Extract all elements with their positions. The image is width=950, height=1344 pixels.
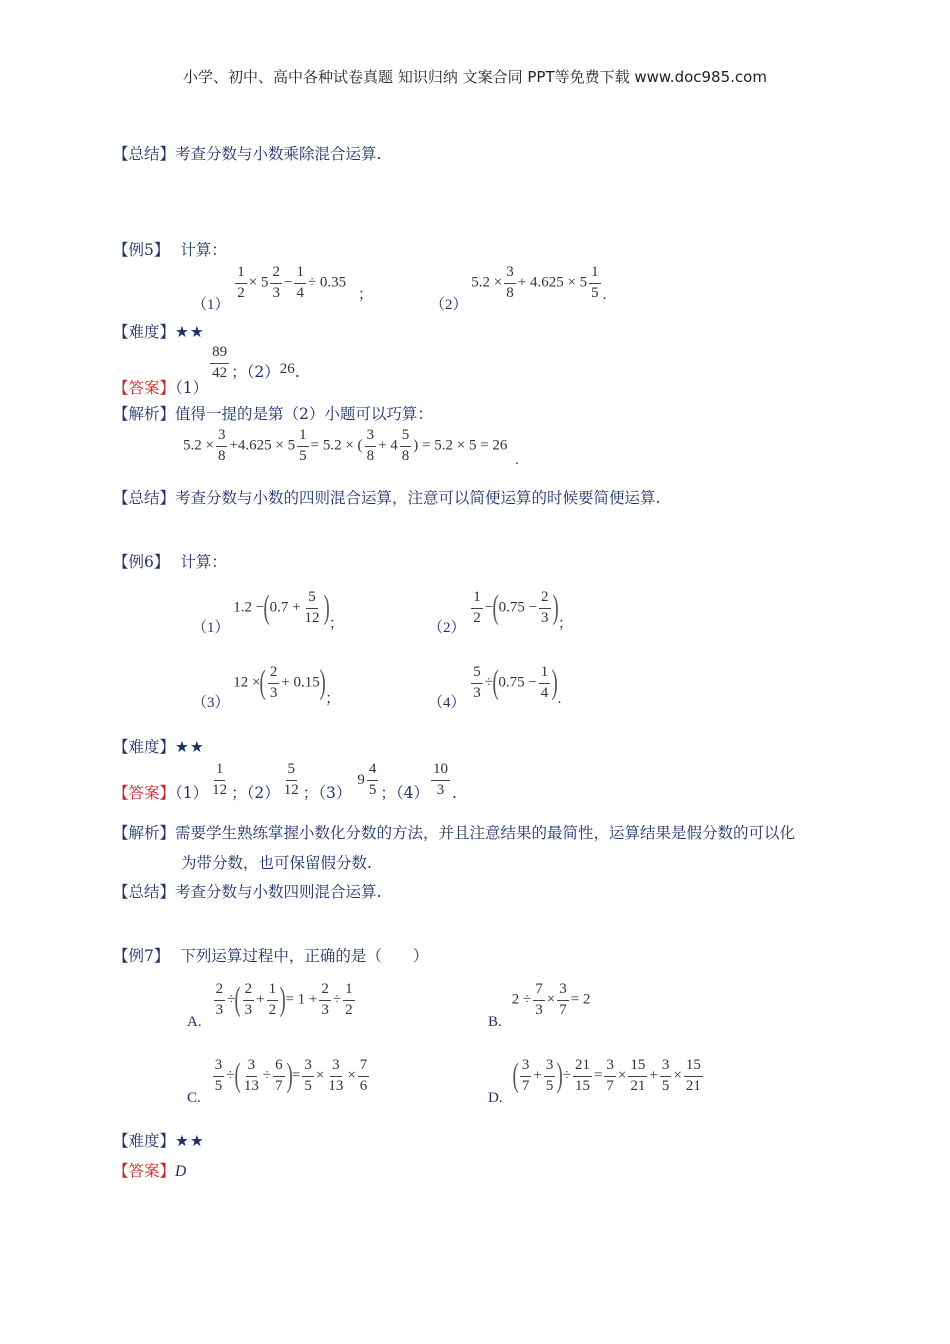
answer-label-3: ；（3） [302, 784, 352, 803]
example-5-summary [113, 486, 660, 508]
answer-end: . [452, 784, 457, 803]
example-7-tag: 【例7】 [113, 947, 170, 965]
example-5-tag: 【例5】 [113, 241, 170, 259]
example-5-problem-1: （1） $\frac{1}{2}$ × 5 $\frac{2}{3}$ − $\frac{1}{4}$ ÷ 0.35 ； [192, 264, 373, 313]
summary-tag: 【总结】 [113, 489, 176, 507]
example-7-prompt: 下列运算过程中，正确的是（ ） [180, 947, 429, 965]
summary-text: 考查分数与小数四则混合运算. [175, 883, 382, 901]
difficulty-stars: ★★ [175, 323, 205, 341]
option-d[interactable]: D.( $\frac{3}{7}$ + $\frac{3}{5}$ )÷ $\frac{21}{15}$ = $\frac{3}{7}$ × $\frac{15}{21}$ + $\frac{3}{5}$ × $\frac{15}{21}$ [488, 1057, 701, 1106]
problem-end: ； [328, 615, 344, 632]
answer-label-1: （1） [175, 784, 209, 803]
example-7-answer [113, 1159, 186, 1181]
analysis-line-2: 为带分数，也可保留假分数. [181, 854, 372, 872]
difficulty-stars: ★★ [175, 738, 205, 756]
example-5-analysis [113, 402, 433, 424]
answer-1-numerator: 1 [214, 762, 226, 781]
problem-label: （3） [192, 694, 230, 711]
problem-label: （1） [192, 296, 230, 313]
example-6-analysis [113, 818, 795, 878]
example-6-heading [113, 550, 227, 572]
example-5-worked-solution: 5.2 × $\frac{3}{8}$ +4.625 × 5 $\frac{1}{5}$ = 5.2 × ( $\frac{3}{8}$ + 4 $\frac{5}{8}$ ) = 5.2 × 5 = 26 . [183, 427, 519, 468]
analysis-tag: 【解析】 [113, 824, 176, 842]
option-d-label: D. [488, 1089, 503, 1106]
option-c-label: C. [187, 1089, 201, 1106]
answer-2: 26 [279, 361, 295, 378]
example-6-problem-2: （2） $\frac{1}{2}$ −(0.75 − $\frac{2}{3}$ )； [428, 589, 573, 636]
summary-tag: 【总结】 [113, 883, 176, 901]
problem-end: ； [557, 615, 573, 632]
analysis-tag: 【解析】 [113, 405, 176, 423]
example-6-tag: 【例6】 [113, 553, 170, 571]
answer-tag: 【答案】 [113, 1162, 176, 1180]
answer-label-2: ；（2） [231, 784, 280, 803]
answer-1-denominator: 42 [212, 364, 228, 381]
option-a[interactable]: A. $\frac{2}{3}$ ÷( $\frac{2}{3}$ + $\frac{1}{2}$ )= 1 + $\frac{2}{3}$ ÷ $\frac{1}{2}$ [187, 981, 353, 1030]
difficulty-stars: ★★ [175, 1132, 205, 1150]
analysis-line-1: 需要学生熟练掌握小数化分数的方法，并且注意结果的最简性，运算结果是假分数的可以化 [175, 824, 796, 842]
answer-4-denominator: 3 [436, 781, 445, 798]
problem-end: ； [325, 690, 341, 707]
page-header: 小学、初中、高中各种试卷真题 知识归纳 文案合同 PPT等免费下载 www.doc985.com [183, 68, 767, 86]
problem-label: （1） [192, 619, 230, 636]
example-5-problem-2: （2） 5.2 × $\frac{3}{8}$ + 4.625 × 5 $\frac{1}{5}$ . [430, 264, 607, 313]
example-5-prompt: 计算： [180, 241, 227, 259]
example-6-problem-4: （4） $\frac{5}{3}$ ÷(0.75 − $\frac{1}{4}$ ). [428, 664, 562, 711]
problem-label: （2） [428, 619, 466, 636]
example-6-problem-1: （1） 1.2 −(0.7 + $\frac{5}{12}$ )； [192, 589, 344, 636]
example-6-answer [113, 761, 457, 803]
problem-end: . [602, 286, 607, 303]
option-c[interactable]: C. $\frac{3}{5}$ ÷( $\frac{3}{13}$ ÷ $\frac{6}{7}$ )= $\frac{3}{5}$ × $\frac{3}{13}$ × $\frac{7}{6}$ [187, 1057, 368, 1106]
analysis-text: 值得一提的是第（2）小题可以巧算： [175, 405, 433, 423]
answer-3-numerator: 4 [367, 762, 379, 781]
difficulty-tag: 【难度】 [113, 323, 176, 341]
answer-2-denominator: 12 [283, 781, 299, 798]
answer-3-whole: 9 [357, 772, 365, 789]
answer-3-denominator: 5 [368, 781, 377, 798]
example-6-prompt: 计算： [180, 553, 227, 571]
example-7-heading [113, 944, 428, 966]
answer-sep: ；（2） [231, 363, 280, 382]
difficulty-tag: 【难度】 [113, 1132, 176, 1150]
answer-tag: 【答案】 [113, 379, 176, 398]
problem-label: （2） [430, 296, 468, 313]
answer-1-denominator: 12 [212, 781, 228, 798]
answer-4-numerator: 10 [431, 762, 450, 781]
example-5-heading [113, 238, 227, 260]
answer-label-4: ；（4） [380, 784, 430, 803]
option-a-label: A. [187, 1013, 202, 1030]
summary-tag: 【总结】 [113, 145, 176, 163]
answer-end: . [294, 363, 300, 382]
problem-end: ； [357, 286, 373, 303]
answer-label: （1） [175, 379, 209, 398]
example-6-problem-3: （3） 12 ×( $\frac{2}{3}$ + 0.15)； [192, 664, 341, 711]
answer-1-numerator: 89 [210, 345, 229, 364]
example-6-difficulty [113, 735, 205, 757]
answer-value: D [175, 1163, 187, 1180]
option-b[interactable]: B.2 ÷ $\frac{7}{3}$ × $\frac{3}{7}$ = 2 [488, 981, 591, 1030]
summary-text: 考查分数与小数的四则混合运算，注意可以简便运算的时候要简便运算. [175, 489, 661, 507]
example-6-summary [113, 880, 381, 902]
difficulty-tag: 【难度】 [113, 738, 176, 756]
problem-label: （4） [428, 694, 466, 711]
option-b-label: B. [488, 1013, 502, 1030]
example-7-difficulty [113, 1129, 205, 1151]
answer-tag: 【答案】 [113, 784, 176, 803]
answer-2-numerator: 5 [286, 762, 298, 781]
summary-text: 考查分数与小数乘除混合运算. [175, 145, 382, 163]
summary-top [113, 142, 381, 164]
example-5-difficulty [113, 320, 205, 342]
example-5-answer [113, 344, 300, 398]
problem-end: . [557, 690, 562, 707]
